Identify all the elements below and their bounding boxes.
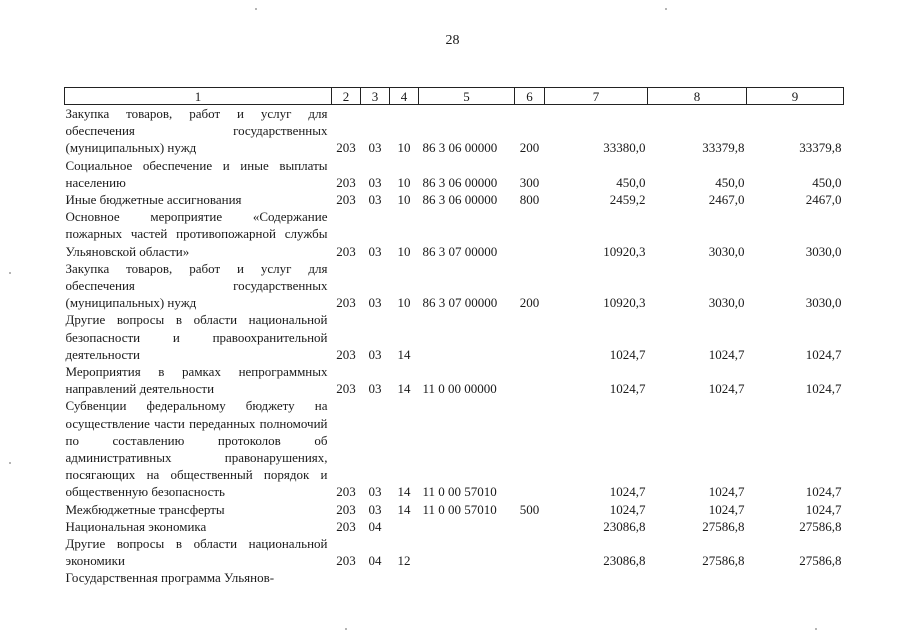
cell-col2: 203 [336, 243, 356, 259]
row-name: Другие вопросы в области национальной экономики [65, 536, 328, 569]
cell-col5 [419, 311, 515, 363]
cell-col4: 10 [397, 192, 411, 208]
cell-col5: 11 0 00 57010 [422, 484, 497, 500]
table-row [65, 501, 844, 518]
cell-col9: 27586,8 [799, 553, 842, 569]
cell-col7: 1024,7 [609, 346, 646, 362]
cell-col2: 203 [336, 192, 356, 208]
cell-col2: 203 [336, 501, 356, 517]
cell-col4 [390, 518, 419, 535]
cell-col5: 86 3 07 00000 [422, 243, 498, 259]
table-row [65, 191, 844, 208]
cell-col3: 03 [368, 381, 382, 397]
cell-col6 [515, 363, 545, 397]
cell-col8 [648, 569, 747, 586]
table-row [65, 208, 844, 260]
cell-col7: 450,0 [616, 174, 646, 190]
cell-col4: 10 [397, 140, 411, 156]
cell-col4: 14 [397, 346, 411, 362]
cell-col6 [515, 569, 545, 586]
cell-col8: 27586,8 [702, 518, 745, 534]
cell-col3: 03 [368, 295, 382, 311]
cell-col4: 12 [397, 553, 411, 569]
cell-col8: 1024,7 [708, 484, 745, 500]
row-name: Государственная программа Ульянов- [65, 570, 275, 586]
scan-speck [9, 462, 11, 464]
column-header: 5 [419, 88, 515, 105]
budget-table [64, 87, 844, 587]
cell-col6: 500 [519, 501, 540, 517]
cell-col2: 203 [336, 295, 356, 311]
row-name: Основное мероприятие «Содержание пожарных частей противопожарной службы Ульяновской области» [65, 209, 328, 259]
cell-col5: 86 3 07 00000 [422, 295, 498, 311]
cell-col7: 1024,7 [609, 484, 646, 500]
cell-col9: 27586,8 [799, 518, 842, 534]
table-row [65, 569, 844, 586]
cell-col3: 03 [368, 346, 382, 362]
table-body [65, 105, 844, 587]
cell-col2 [332, 569, 361, 586]
cell-col8: 33379,8 [702, 140, 745, 156]
column-header: 3 [361, 88, 390, 105]
column-header: 8 [648, 88, 747, 105]
cell-col5: 11 0 00 00000 [422, 381, 497, 397]
cell-col3: 03 [368, 243, 382, 259]
cell-col2: 203 [336, 140, 356, 156]
column-header: 4 [390, 88, 419, 105]
table-row [65, 157, 844, 191]
cell-col8: 27586,8 [702, 553, 745, 569]
cell-col4: 10 [397, 295, 411, 311]
cell-col9: 1024,7 [805, 484, 842, 500]
scan-speck [665, 8, 667, 10]
row-name: Субвенции федеральному бюджету на осуществление части переданных полномочий по составлению протоколов об административных правонарушениях, посягающих на общественный порядок и общественную безопасность [65, 398, 328, 500]
scan-speck [815, 628, 817, 630]
cell-col3: 03 [368, 192, 382, 208]
table-row [65, 105, 844, 157]
cell-col9: 1024,7 [805, 501, 842, 517]
cell-col7: 10920,3 [603, 243, 646, 259]
row-name: Социальное обеспечение и иные выплаты населению [65, 157, 328, 190]
table-header [65, 88, 844, 105]
cell-col2: 203 [336, 174, 356, 190]
column-header: 1 [65, 88, 332, 105]
cell-col9: 450,0 [812, 174, 842, 190]
cell-col5 [419, 569, 515, 586]
cell-col7: 23086,8 [603, 553, 646, 569]
cell-col5 [419, 518, 515, 535]
row-name: Закупка товаров, работ и услуг для обеспечения государственных (муниципальных) нужд [65, 260, 328, 311]
cell-col9 [747, 569, 844, 586]
cell-col6: 200 [519, 295, 540, 311]
cell-col3 [361, 569, 390, 586]
cell-col2: 203 [336, 553, 356, 569]
column-header: 7 [545, 88, 648, 105]
cell-col6 [515, 397, 545, 500]
cell-col2: 203 [336, 484, 356, 500]
header-row [65, 88, 844, 105]
cell-col4 [390, 569, 419, 586]
row-name: Национальная экономика [65, 518, 207, 534]
table-row [65, 363, 844, 397]
cell-col4: 14 [397, 501, 411, 517]
row-name: Закупка товаров, работ и услуг для обеспечения государственных (муниципальных) нужд [65, 106, 328, 156]
cell-col9: 1024,7 [805, 346, 842, 362]
cell-col6 [515, 535, 545, 569]
cell-col6: 800 [519, 192, 540, 208]
cell-col6 [515, 518, 545, 535]
cell-col6: 300 [519, 174, 540, 190]
row-name: Мероприятия в рамках непрограммных направлений деятельности [65, 364, 328, 397]
cell-col9: 3030,0 [805, 243, 842, 259]
table-row [65, 535, 844, 569]
cell-col2: 203 [336, 381, 356, 397]
cell-col3: 03 [368, 174, 382, 190]
cell-col3: 03 [368, 140, 382, 156]
row-name: Иные бюджетные ассигнования [65, 192, 242, 208]
cell-col6 [515, 208, 545, 260]
cell-col4: 14 [397, 484, 411, 500]
cell-col9: 2467,0 [805, 192, 842, 208]
cell-col3: 03 [368, 484, 382, 500]
cell-col7 [545, 569, 648, 586]
cell-col8: 3030,0 [708, 243, 745, 259]
cell-col7: 33380,0 [603, 140, 646, 156]
table-row [65, 397, 844, 500]
cell-col8: 3030,0 [708, 295, 745, 311]
cell-col6 [515, 311, 545, 363]
row-name: Межбюджетные трансферты [65, 501, 225, 517]
page-number: 28 [445, 33, 460, 48]
cell-col3: 04 [368, 553, 382, 569]
cell-col8: 2467,0 [708, 192, 745, 208]
cell-col5: 86 3 06 00000 [422, 174, 498, 190]
cell-col9: 3030,0 [805, 295, 842, 311]
table-row [65, 518, 844, 535]
column-header: 6 [515, 88, 545, 105]
column-header: 2 [332, 88, 361, 105]
cell-col8: 1024,7 [708, 501, 745, 517]
cell-col9: 1024,7 [805, 381, 842, 397]
cell-col5: 11 0 00 57010 [422, 501, 497, 517]
scan-speck [9, 272, 11, 274]
row-name: Другие вопросы в области национальной безопасности и правоохранительной деятельности [65, 312, 328, 362]
cell-col7: 10920,3 [603, 295, 646, 311]
table-row [65, 311, 844, 363]
cell-col2: 203 [336, 346, 356, 362]
cell-col5 [419, 535, 515, 569]
cell-col7: 1024,7 [609, 501, 646, 517]
cell-col2: 203 [336, 518, 356, 534]
cell-col7: 2459,2 [609, 192, 646, 208]
scan-speck [255, 8, 257, 10]
cell-col4: 10 [397, 174, 411, 190]
cell-col8: 450,0 [715, 174, 745, 190]
cell-col9: 33379,8 [799, 140, 842, 156]
column-header: 9 [747, 88, 844, 105]
cell-col3: 03 [368, 501, 382, 517]
scan-speck [345, 628, 347, 630]
cell-col5: 86 3 06 00000 [422, 140, 498, 156]
cell-col8: 1024,7 [708, 346, 745, 362]
cell-col4: 14 [397, 381, 411, 397]
cell-col3: 04 [368, 518, 382, 534]
cell-col8: 1024,7 [708, 381, 745, 397]
cell-col6: 200 [519, 140, 540, 156]
cell-col4: 10 [397, 243, 411, 259]
cell-col7: 23086,8 [603, 518, 646, 534]
cell-col5: 86 3 06 00000 [422, 192, 498, 208]
cell-col7: 1024,7 [609, 381, 646, 397]
table-row [65, 260, 844, 312]
